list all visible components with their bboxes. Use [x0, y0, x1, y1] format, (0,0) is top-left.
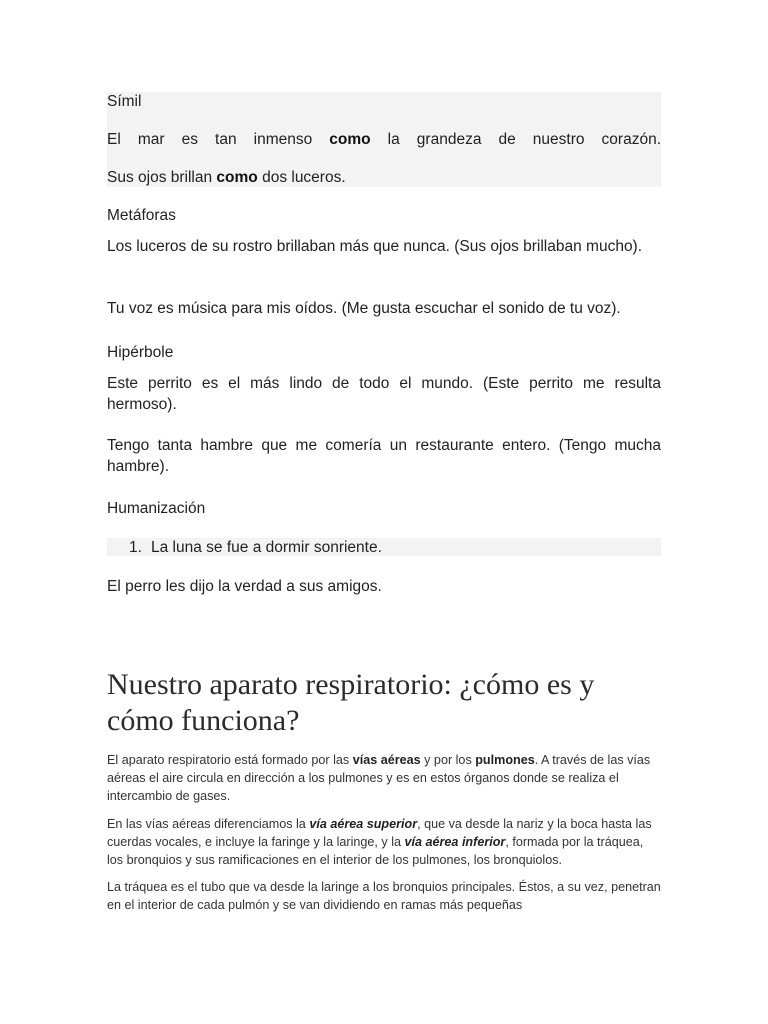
humanizacion-heading: Humanización	[107, 500, 206, 517]
list-item-number: 1.	[129, 539, 142, 556]
simil-example-2: Sus ojos brillan como dos luceros.	[107, 169, 346, 186]
hiperbole-example-2: Tengo tanta hambre que me comería un restaurante entero. (Tengo mucha hambre).	[107, 437, 661, 475]
article-paragraph-2: En las vías aéreas diferenciamos la vía aérea superior, que va desde la nariz y la boca hasta las cuerdas vocales, e incluye la faringe y la laringe, y la vía aérea inferior, formada por la tráquea, los bronquios y sus ramificaciones en el interior de los pulmones, los bronquiolos.	[107, 817, 652, 867]
article-title: Nuestro aparato respiratorio: ¿cómo es y cómo funciona?	[107, 668, 595, 737]
simil-heading: Símil	[107, 93, 142, 110]
metaforas-example-2: Tu voz es música para mis oídos. (Me gusta escuchar el sonido de tu voz).	[107, 300, 621, 317]
metaforas-heading: Metáforas	[107, 207, 176, 224]
simil-example-1: El mar es tan inmenso como la grandeza de nuestro corazón.	[107, 131, 662, 148]
hiperbole-example-1: Este perrito es el más lindo de todo el mundo. (Este perrito me resulta hermoso).	[107, 375, 661, 413]
humanizacion-list-item	[107, 537, 661, 558]
list-item-text: La luna se fue a dormir sonriente.	[151, 539, 382, 556]
humanizacion-example-2: El perro les dijo la verdad a sus amigos.	[107, 578, 382, 595]
hiperbole-heading: Hipérbole	[107, 344, 174, 361]
metaforas-example-1: Los luceros de su rostro brillaban más que nunca. (Sus ojos brillaban mucho).	[107, 238, 643, 255]
article-paragraph-3: La tráquea es el tubo que va desde la laringe a los bronquios principales. Éstos, a su vez, penetran en el interior de cada pulmón y se van dividiendo en ramas más pequeñas	[107, 880, 661, 912]
article-paragraph-1: El aparato respiratorio está formado por las vías aéreas y por los pulmones. A través de las vías aéreas el aire circula en dirección a los pulmones y es en estos órganos donde se realiza el intercambio de gases.	[107, 753, 651, 803]
